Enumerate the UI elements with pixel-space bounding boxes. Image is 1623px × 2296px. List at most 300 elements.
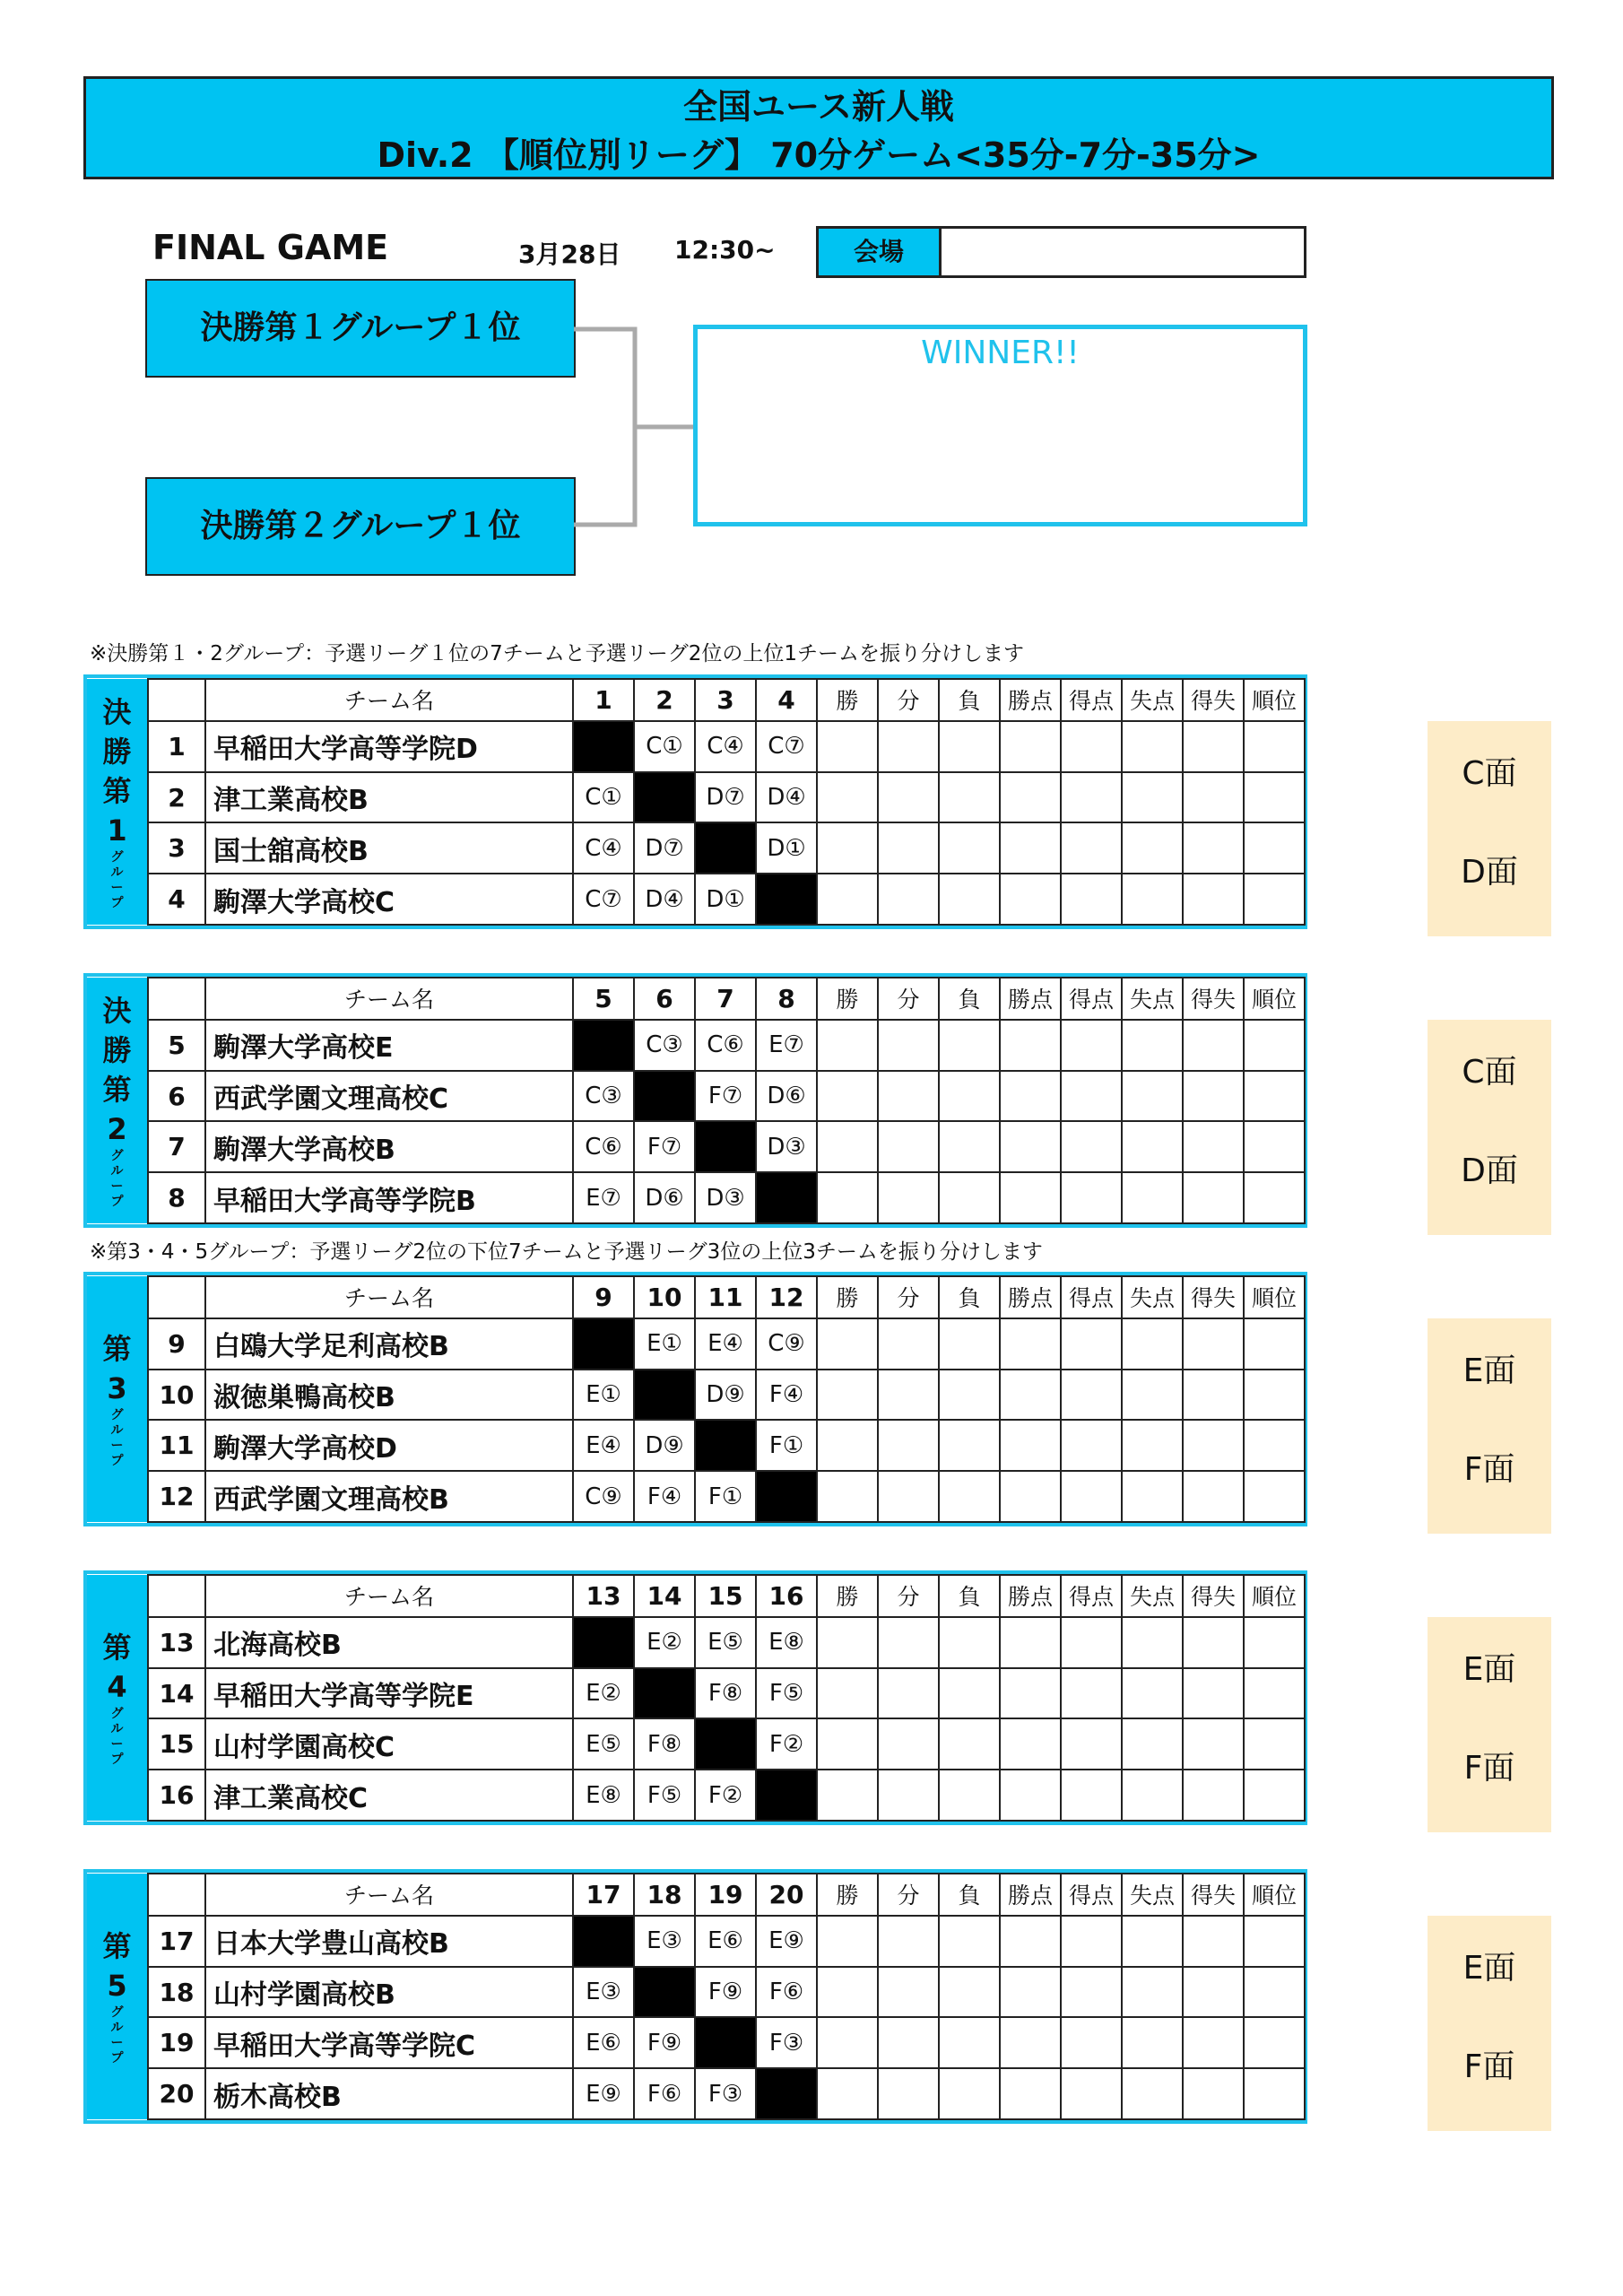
team-row xyxy=(87,1770,1305,1821)
header-opponent-no: 19 xyxy=(695,1874,756,1916)
group-label-small: ー xyxy=(110,881,124,895)
team-number: 4 xyxy=(148,874,205,925)
team-row xyxy=(87,2068,1305,2119)
group-label-char: 第 xyxy=(102,1332,132,1366)
group-label-small: ー xyxy=(110,1737,124,1752)
stat-cell xyxy=(939,721,1000,772)
match-schedule-cell: E⑦ xyxy=(756,1020,817,1071)
group-label-small: プ xyxy=(110,896,124,910)
group-label-char: 1 xyxy=(107,813,127,848)
team-row xyxy=(87,874,1305,925)
stat-cell xyxy=(939,2068,1000,2119)
stat-cell xyxy=(878,1420,939,1471)
group-label-small: プ xyxy=(110,2051,124,2066)
final-time: 12:30~ xyxy=(674,235,776,265)
stat-cell xyxy=(878,1668,939,1719)
bracket-bottom: 決勝第２グループ１位 xyxy=(145,477,576,576)
match-schedule-cell: E⑥ xyxy=(573,2017,634,2068)
venue-box-1 xyxy=(1428,721,1551,936)
stat-cell xyxy=(1244,2017,1305,2068)
match-schedule-cell: F① xyxy=(756,1420,817,1471)
group-label-small: ー xyxy=(110,2036,124,2050)
stat-cell xyxy=(1000,1916,1061,1967)
stat-cell xyxy=(878,1617,939,1668)
header-opponent-no: 13 xyxy=(573,1575,634,1617)
header-opponent-no: 11 xyxy=(695,1276,756,1318)
venue-court: E面 xyxy=(1462,1950,1516,1987)
header-stat: 失点 xyxy=(1122,978,1183,1020)
stat-cell xyxy=(1122,1172,1183,1223)
header-stat: 得失 xyxy=(1183,978,1244,1020)
match-schedule-cell: E⑨ xyxy=(756,1916,817,1967)
stat-cell xyxy=(1122,721,1183,772)
group-label xyxy=(87,978,148,1223)
stat-cell xyxy=(1000,721,1061,772)
header-stat: 負 xyxy=(939,1276,1000,1318)
stat-cell xyxy=(1183,1020,1244,1071)
team-number: 6 xyxy=(148,1071,205,1122)
stat-cell xyxy=(1183,1420,1244,1471)
header-stat: 分 xyxy=(878,1575,939,1617)
self-match-cell xyxy=(756,874,817,925)
match-schedule-cell: E① xyxy=(573,1370,634,1421)
header-stat: 得失 xyxy=(1183,679,1244,721)
header-blank xyxy=(148,1874,205,1916)
match-schedule-cell: E⑨ xyxy=(573,2068,634,2119)
title-line-2: Div.2 【順位別リーグ】 70分ゲーム<35分-7分-35分> xyxy=(377,135,1261,175)
stat-cell xyxy=(1244,2068,1305,2119)
stat-cell xyxy=(1122,1617,1183,1668)
header-stat: 順位 xyxy=(1244,1874,1305,1916)
winner-box xyxy=(693,325,1307,526)
team-number: 16 xyxy=(148,1770,205,1821)
header-team-name: チーム名 xyxy=(205,1276,573,1318)
stat-cell xyxy=(1122,1668,1183,1719)
team-number: 1 xyxy=(148,721,205,772)
stat-cell xyxy=(817,1420,878,1471)
stat-cell xyxy=(939,1020,1000,1071)
stat-cell xyxy=(1244,1718,1305,1770)
self-match-cell xyxy=(756,1471,817,1522)
match-schedule-cell: E① xyxy=(634,1318,695,1370)
team-number: 20 xyxy=(148,2068,205,2119)
group-label-char: 4 xyxy=(107,1670,127,1704)
header-stat: 失点 xyxy=(1122,1276,1183,1318)
header-stat: 負 xyxy=(939,679,1000,721)
group-label-small: ル xyxy=(110,865,124,880)
header-opponent-no: 15 xyxy=(695,1575,756,1617)
stat-cell xyxy=(1122,1020,1183,1071)
stat-cell xyxy=(1122,1121,1183,1172)
match-schedule-cell: F③ xyxy=(695,2068,756,2119)
team-name: 早稲田大学高等学院B xyxy=(205,1172,573,1223)
stat-cell xyxy=(1000,1718,1061,1770)
header-opponent-no: 10 xyxy=(634,1276,695,1318)
group-table-1 xyxy=(83,674,1307,929)
stat-cell xyxy=(1000,772,1061,823)
header-stat: 得点 xyxy=(1061,1276,1122,1318)
team-name: 北海高校B xyxy=(205,1617,573,1668)
team-name: 早稲田大学高等学院C xyxy=(205,2017,573,2068)
header-stat: 失点 xyxy=(1122,679,1183,721)
team-name: 駒澤大学高校C xyxy=(205,874,573,925)
stat-cell xyxy=(1061,1916,1122,1967)
match-schedule-cell: C⑥ xyxy=(573,1121,634,1172)
stat-cell xyxy=(1183,772,1244,823)
group-label-small: ー xyxy=(110,1179,124,1194)
stat-cell xyxy=(1244,1471,1305,1522)
team-name: 山村学園高校C xyxy=(205,1718,573,1770)
team-number: 11 xyxy=(148,1420,205,1471)
stat-cell xyxy=(817,1020,878,1071)
team-row xyxy=(87,1172,1305,1223)
stat-cell xyxy=(1000,1172,1061,1223)
final-date: 3月28日 xyxy=(518,239,621,269)
stat-cell xyxy=(1000,822,1061,874)
header-stat: 順位 xyxy=(1244,1276,1305,1318)
stat-cell xyxy=(1244,874,1305,925)
header-stat: 得点 xyxy=(1061,1874,1122,1916)
stat-cell xyxy=(878,1020,939,1071)
match-schedule-cell: E③ xyxy=(634,1916,695,1967)
stat-cell xyxy=(878,1370,939,1421)
stat-cell xyxy=(1122,1420,1183,1471)
stat-cell xyxy=(1183,1916,1244,1967)
group-label-char: 決 xyxy=(102,695,132,729)
stat-cell xyxy=(1183,721,1244,772)
header-stat: 負 xyxy=(939,1575,1000,1617)
header-opponent-no: 6 xyxy=(634,978,695,1020)
bracket-lines xyxy=(574,323,699,538)
venue-court: E面 xyxy=(1462,1651,1516,1688)
group-label-char: 5 xyxy=(107,1969,127,2003)
header-stat: 勝点 xyxy=(1000,1874,1061,1916)
team-row xyxy=(87,1121,1305,1172)
venue-court: C面 xyxy=(1462,755,1517,792)
team-name: 山村学園高校B xyxy=(205,1967,573,2018)
stat-cell xyxy=(1000,1668,1061,1719)
header-opponent-no: 8 xyxy=(756,978,817,1020)
match-schedule-cell: D③ xyxy=(756,1121,817,1172)
team-row xyxy=(87,1916,1305,1967)
team-row xyxy=(87,1318,1305,1370)
stat-cell xyxy=(817,1770,878,1821)
team-number: 3 xyxy=(148,822,205,874)
group-table-3 xyxy=(83,1272,1307,1526)
header-opponent-no: 1 xyxy=(573,679,634,721)
stat-cell xyxy=(1244,1916,1305,1967)
match-schedule-cell: C④ xyxy=(695,721,756,772)
stat-cell xyxy=(1122,1370,1183,1421)
header-row xyxy=(87,679,1305,721)
group-grid xyxy=(87,977,1306,1224)
self-match-cell xyxy=(695,822,756,874)
team-name: 国士舘高校B xyxy=(205,822,573,874)
header-blank xyxy=(148,1575,205,1617)
header-stat: 得点 xyxy=(1061,1575,1122,1617)
stat-cell xyxy=(1000,1071,1061,1122)
stat-cell xyxy=(817,1916,878,1967)
stat-cell xyxy=(817,1370,878,1421)
match-schedule-cell: C⑦ xyxy=(573,874,634,925)
stat-cell xyxy=(1000,1318,1061,1370)
stat-cell xyxy=(1061,1617,1122,1668)
self-match-cell xyxy=(634,1967,695,2018)
header-opponent-no: 14 xyxy=(634,1575,695,1617)
match-schedule-cell: D④ xyxy=(634,874,695,925)
stat-cell xyxy=(1000,1967,1061,2018)
bracket-top: 決勝第１グループ１位 xyxy=(145,279,576,378)
match-schedule-cell: D⑦ xyxy=(695,772,756,823)
stat-cell xyxy=(939,1916,1000,1967)
stat-cell xyxy=(1061,1668,1122,1719)
stat-cell xyxy=(1000,1370,1061,1421)
header-opponent-no: 18 xyxy=(634,1874,695,1916)
group-label-char: 勝 xyxy=(102,735,132,769)
stat-cell xyxy=(1183,1318,1244,1370)
stat-cell xyxy=(1244,1020,1305,1071)
match-schedule-cell: C③ xyxy=(634,1020,695,1071)
match-schedule-cell: F⑧ xyxy=(634,1718,695,1770)
venue-court: F面 xyxy=(1463,1750,1515,1787)
group-label-char: 第 xyxy=(102,1073,132,1107)
stat-cell xyxy=(1061,721,1122,772)
stat-cell xyxy=(1061,822,1122,874)
stat-cell xyxy=(939,772,1000,823)
stat-cell xyxy=(1244,1420,1305,1471)
stat-cell xyxy=(878,1471,939,1522)
group-label xyxy=(87,1575,148,1821)
stat-cell xyxy=(1122,2017,1183,2068)
self-match-cell xyxy=(756,1172,817,1223)
match-schedule-cell: F⑨ xyxy=(695,1967,756,2018)
self-match-cell xyxy=(695,1420,756,1471)
header-row xyxy=(87,1276,1305,1318)
self-match-cell xyxy=(695,1718,756,1770)
self-match-cell xyxy=(573,721,634,772)
title-banner xyxy=(83,76,1554,179)
group-label-char: 3 xyxy=(107,1371,127,1405)
stat-cell xyxy=(817,1668,878,1719)
stat-cell xyxy=(1000,1420,1061,1471)
match-schedule-cell: F③ xyxy=(756,2017,817,2068)
group-grid xyxy=(87,1275,1306,1523)
match-schedule-cell: F⑧ xyxy=(695,1668,756,1719)
header-team-name: チーム名 xyxy=(205,978,573,1020)
team-number: 7 xyxy=(148,1121,205,1172)
stat-cell xyxy=(939,1121,1000,1172)
stat-cell xyxy=(939,1770,1000,1821)
group-label-small: ル xyxy=(110,1423,124,1438)
header-stat: 勝点 xyxy=(1000,1575,1061,1617)
header-opponent-no: 16 xyxy=(756,1575,817,1617)
header-stat: 失点 xyxy=(1122,1874,1183,1916)
match-schedule-cell: D⑦ xyxy=(634,822,695,874)
header-blank xyxy=(148,978,205,1020)
stat-cell xyxy=(1061,1318,1122,1370)
header-stat: 得失 xyxy=(1183,1575,1244,1617)
stat-cell xyxy=(1000,2068,1061,2119)
header-stat: 得点 xyxy=(1061,679,1122,721)
venue-court: F面 xyxy=(1463,1451,1515,1488)
stat-cell xyxy=(878,874,939,925)
match-schedule-cell: E⑧ xyxy=(573,1770,634,1821)
stat-cell xyxy=(878,772,939,823)
stat-cell xyxy=(1000,1471,1061,1522)
note-lower-groups: ※第3・4・5グループ：予選リーグ2位の下位7チームと予選リーグ3位の上位3チームを振り分けします xyxy=(90,1240,1043,1264)
match-schedule-cell: F① xyxy=(695,1471,756,1522)
stat-cell xyxy=(1244,1967,1305,2018)
stat-cell xyxy=(1061,1370,1122,1421)
self-match-cell xyxy=(634,772,695,823)
match-schedule-cell: F② xyxy=(695,1770,756,1821)
match-schedule-cell: D⑨ xyxy=(695,1370,756,1421)
stat-cell xyxy=(939,874,1000,925)
stat-cell xyxy=(1183,1071,1244,1122)
stat-cell xyxy=(1122,822,1183,874)
stat-cell xyxy=(1183,874,1244,925)
group-label-char: 第 xyxy=(102,1631,132,1665)
group-label-small: ル xyxy=(110,2021,124,2035)
match-schedule-cell: E⑤ xyxy=(573,1718,634,1770)
group-table-5 xyxy=(83,1869,1307,2124)
group-label-char: 2 xyxy=(107,1112,127,1146)
group-table-2 xyxy=(83,973,1307,1228)
team-row xyxy=(87,822,1305,874)
group-grid xyxy=(87,1574,1306,1822)
stat-cell xyxy=(1061,1770,1122,1821)
header-stat: 勝 xyxy=(817,978,878,1020)
stat-cell xyxy=(878,1770,939,1821)
match-schedule-cell: F⑨ xyxy=(634,2017,695,2068)
stat-cell xyxy=(939,1471,1000,1522)
team-number: 18 xyxy=(148,1967,205,2018)
header-stat: 勝 xyxy=(817,679,878,721)
stat-cell xyxy=(1122,874,1183,925)
header-opponent-no: 3 xyxy=(695,679,756,721)
stat-cell xyxy=(1061,1718,1122,1770)
team-row xyxy=(87,1668,1305,1719)
team-name: 淑徳巣鴨高校B xyxy=(205,1370,573,1421)
match-schedule-cell: E④ xyxy=(573,1420,634,1471)
stat-cell xyxy=(1183,1172,1244,1223)
group-label-small: プ xyxy=(110,1454,124,1468)
header-row xyxy=(87,978,1305,1020)
header-stat: 失点 xyxy=(1122,1575,1183,1617)
self-match-cell xyxy=(756,1770,817,1821)
match-schedule-cell: D① xyxy=(756,822,817,874)
header-opponent-no: 20 xyxy=(756,1874,817,1916)
stat-cell xyxy=(1122,1471,1183,1522)
venue-court: D面 xyxy=(1461,1152,1518,1189)
team-name: 駒澤大学高校E xyxy=(205,1020,573,1071)
match-schedule-cell: E③ xyxy=(573,1967,634,2018)
group-label-small: プ xyxy=(110,1195,124,1209)
stat-cell xyxy=(1183,1718,1244,1770)
header-row xyxy=(87,1874,1305,1916)
stat-cell xyxy=(1183,1770,1244,1821)
stat-cell xyxy=(939,1420,1000,1471)
self-match-cell xyxy=(695,2017,756,2068)
group-label xyxy=(87,1276,148,1522)
team-name: 津工業高校B xyxy=(205,772,573,823)
match-schedule-cell: C⑨ xyxy=(573,1471,634,1522)
stat-cell xyxy=(1183,1471,1244,1522)
venue-label: 会場 xyxy=(816,226,942,278)
stat-cell xyxy=(1244,822,1305,874)
stat-cell xyxy=(939,1172,1000,1223)
self-match-cell xyxy=(634,1370,695,1421)
team-name: 津工業高校C xyxy=(205,1770,573,1821)
team-name: 栃木高校B xyxy=(205,2068,573,2119)
group-label-small: グ xyxy=(110,1408,124,1422)
stat-cell xyxy=(939,1370,1000,1421)
stat-cell xyxy=(878,2017,939,2068)
team-number: 13 xyxy=(148,1617,205,1668)
stat-cell xyxy=(878,1916,939,1967)
stat-cell xyxy=(939,1318,1000,1370)
venue-box-3 xyxy=(1428,1318,1551,1534)
stat-cell xyxy=(1244,1172,1305,1223)
match-schedule-cell: C③ xyxy=(573,1071,634,1122)
header-stat: 分 xyxy=(878,679,939,721)
stat-cell xyxy=(939,1967,1000,2018)
header-stat: 得失 xyxy=(1183,1874,1244,1916)
team-name: 白鴎大学足利高校B xyxy=(205,1318,573,1370)
self-match-cell xyxy=(695,1121,756,1172)
stat-cell xyxy=(1000,1770,1061,1821)
stat-cell xyxy=(878,1718,939,1770)
stat-cell xyxy=(1244,1668,1305,1719)
team-row xyxy=(87,1617,1305,1668)
group-label-small: グ xyxy=(110,850,124,865)
venue-box-5 xyxy=(1428,1916,1551,2131)
self-match-cell xyxy=(573,1020,634,1071)
header-stat: 負 xyxy=(939,978,1000,1020)
team-number: 2 xyxy=(148,772,205,823)
group-label xyxy=(87,1874,148,2119)
final-game-label: FINAL GAME xyxy=(152,228,389,267)
team-number: 15 xyxy=(148,1718,205,1770)
stat-cell xyxy=(1061,1967,1122,2018)
stat-cell xyxy=(1061,772,1122,823)
stat-cell xyxy=(1122,772,1183,823)
stat-cell xyxy=(1244,1370,1305,1421)
self-match-cell xyxy=(573,1617,634,1668)
header-stat: 順位 xyxy=(1244,978,1305,1020)
match-schedule-cell: C① xyxy=(634,721,695,772)
stat-cell xyxy=(1061,1020,1122,1071)
stat-cell xyxy=(1061,1121,1122,1172)
stat-cell xyxy=(1122,1770,1183,1821)
group-label-char: 第 xyxy=(102,774,132,808)
match-schedule-cell: E⑦ xyxy=(573,1172,634,1223)
team-row xyxy=(87,1967,1305,2018)
header-stat: 勝点 xyxy=(1000,679,1061,721)
stat-cell xyxy=(939,822,1000,874)
header-stat: 勝点 xyxy=(1000,1276,1061,1318)
header-stat: 勝 xyxy=(817,1874,878,1916)
match-schedule-cell: F② xyxy=(756,1718,817,1770)
group-grid xyxy=(87,678,1306,926)
group-label-small: グ xyxy=(110,1149,124,1163)
header-opponent-no: 5 xyxy=(573,978,634,1020)
winner-label: WINNER!! xyxy=(921,335,1080,371)
group-label-small: プ xyxy=(110,1752,124,1767)
stat-cell xyxy=(1183,1121,1244,1172)
stat-cell xyxy=(939,1071,1000,1122)
match-schedule-cell: F④ xyxy=(634,1471,695,1522)
